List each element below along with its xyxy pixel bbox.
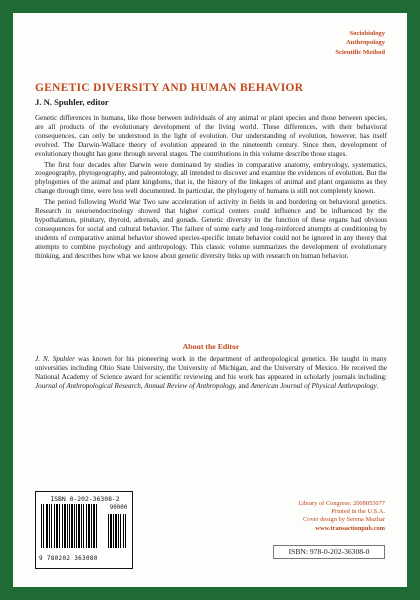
barcode-addon-number: 90000: [109, 505, 128, 511]
ean-bars: [41, 504, 105, 548]
editor-bio: [35, 355, 387, 391]
description-paragraph-1: Genetic differences in humans, like those between individuals of any animal or plant species and those between species, are all products of the evolutionary development of the living world. These differences, with their behavioral consequences, can only be understood in the light of evolution. Our understanding of evolution, however, has itself evolved. The Darwin-Wallace theory of evolution appeared in the nineteenth century. Since then, development of evolutionary thought has gone through several stages. The contributions in this volume describe those stages.: [35, 114, 387, 158]
content-panel: [13, 13, 407, 587]
barcode-isbn-label: ISBN 0-202-36308-2: [50, 495, 120, 503]
cover-design-credit: Cover design by Serena Mazhar: [303, 516, 385, 524]
description-paragraph-2: The first four decades after Darwin were dominated by studies in comparative anatomy, embryology, systematics, zoogeography, phytogeography, and paleontology, all intended to discover and examine the evidences of evolution. But the phylogenies of the animal and plant kingdoms, that is, the history of the linkages of animal and plant organisms as they change through time, were less well documented. In particular, the phylogeny of humans is still not completely known.: [35, 160, 387, 196]
editor-name: J. N. Spuhler: [35, 355, 75, 363]
topic-scientific-method: Scientific Method: [335, 48, 385, 56]
isbn-barcode: [35, 491, 133, 569]
publication-info: [298, 500, 385, 533]
subject-categories: [335, 29, 385, 57]
barcode-ean-number: 9 780202 363080: [39, 555, 98, 562]
editor-bio-and: and: [236, 381, 251, 390]
publisher-website: www.transactionpub.com: [315, 524, 385, 532]
about-editor-text: [35, 355, 387, 391]
topic-anthropology: Anthropology: [345, 39, 385, 47]
editor-bio-end: .: [376, 381, 379, 390]
printed-in: Printed in the U.S.A.: [331, 508, 385, 516]
addon-bars: [108, 514, 129, 548]
editor-bio-intro: was known for his pioneering work in the department of anthropological genetics. He taught in many universities including Ohio State University, the University of Michigan, and the University of Mexico. He received the National Academy of Science award for scientific reviewing and his work has appeared in scholarly journals including:: [35, 355, 387, 381]
description-paragraph-3: The period following World War Two saw acceleration of activity in fields in and bordering on behavioral genetics. Research in neuroendocrinology showed that higher cortical centers could influence and be influenced by the hypothalamus, pituitary, thyroid, adrenals, and gonads. Genetic diversity in the function of these organs had obvious consequences for social and cultural behavior. The failure of some early and long-reinforced attempts at conditioning by students of comparative animal behavior showed species-specific innate behavior could not be ignored in any theory that attempts to combine psychology and anthropology. This classic volume summarizes the development of evolutionary thinking, and describes how what we know about genetic diversity links up with research on human behavior.: [35, 198, 387, 260]
journal-list-2: American Journal of Physical Anthropology: [250, 381, 377, 390]
library-of-congress: Library of Congress: 2008055077: [298, 500, 385, 507]
book-title: GENETIC DIVERSITY AND HUMAN BEHAVIOR: [35, 82, 304, 94]
book-description: [35, 114, 387, 263]
about-editor-heading: About the Editor: [182, 342, 240, 351]
barcode-bars: [41, 504, 129, 554]
isbn-13-box: ISBN: 978-0-202-36308-0: [273, 545, 385, 559]
journal-list-1: Journal of Anthropological Research, Annual Review of Anthropology,: [35, 381, 237, 390]
barcode-bar: [125, 514, 127, 548]
book-editor: J. N. Spuhler, editor: [35, 97, 109, 107]
barcode-bar: [97, 504, 98, 548]
topic-sociobiology: Sociobiology: [349, 30, 385, 37]
